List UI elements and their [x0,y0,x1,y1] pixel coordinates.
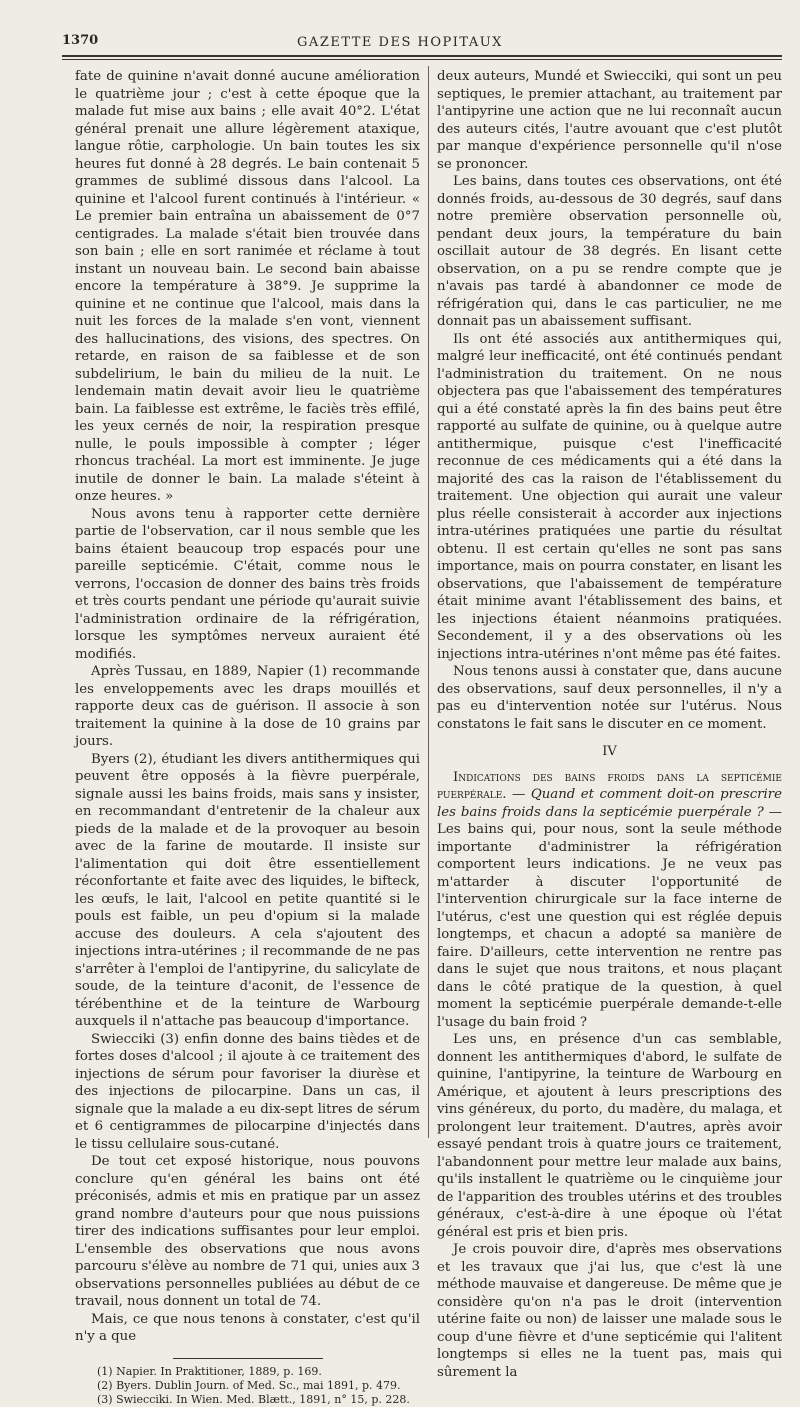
section-question: Quand et comment doit-on prescrire les bains froids dans la septicémie puerpérale ? [437,787,782,820]
paragraph: Après Tussau, en 1889, Napier (1) recommande les enveloppements avec les draps mouillés et rapporte deux cas de guérison. Il associe à son traitement la quinine à la dose de 10 grains par jours. [75,664,420,749]
section-number: IV [602,744,617,759]
paragraph: deux auteurs, Mundé et Swiecciki, qui sont un peu septiques, le premier attachant, au traitement par l'antipyrine une action que ne lui reconnaît aucun des auteurs cités, l'autre avouant que c'est plutôt par manque d'expérience personnelle qu'il n'ose se prononcer. [437,69,782,172]
footnotes [97,1365,420,1407]
paragraph: Swiecciki (3) enfin donne des bains tièdes et de fortes doses d'alcool ; il ajoute à ce traitement des injections de sérum pour favoriser la diurèse et des injections de pilocarpine. Dans un cas, il signale que la malade a eu dix-sept litres de sérum et 6 centigrammes de pilocarpine d'injectés dans le tissu cellulaire sous-cutané. [75,1031,420,1152]
footnote: (1) Napier. In Praktitioner, 1889, p. 169. [97,1364,322,1378]
section-heading: Indications des bains froids dans la septicémie puerpérale. [437,769,782,802]
paragraph: De tout cet exposé historique, nous pouvons conclure qu'en général les bains ont été préconisés, admis et mis en pratique par un assez grand nombre d'auteurs pour que nous puissions tirer des indications suffisantes pour leur emploi. L'ensemble des observations que nous avons parcouru s'élève au nombre de 71 qui, unies aux 3 observations personnelles publiées au début de ce travail, nous donnent un total de 74. [75,1154,420,1309]
column-divider [428,66,429,1138]
paragraph: Nous tenons aussi à constater que, dans aucune des observations, sauf deux personnelles, il n'y a pas eu d'intervention notée sur l'utérus. Nous constatons le fait sans le discuter en ce moment. [437,664,782,732]
right-column [437,68,782,1381]
footnote: (2) Byers. Dublin Journ. of Med. Sc., mai 1891, p. 479. [97,1378,401,1392]
left-column [75,68,420,1407]
page-number: 1370 [62,33,99,48]
section-intro: Indications des bains froids dans la septicémie puerpérale. — Quand et comment doit-on prescrire les bains froids dans la septicémie puerpérale ? — Les bains qui, pour nous, sont la seule méthode importante d'administrer la réfrigération comportent leurs indications. Je ne veux pas m'attarder à discuter l'opportunité de l'intervention chirurgicale sur la face interne de l'utérus, c'est une question qui est réglée depuis longtemps, et chacun a adopté sa manière de faire. D'ailleurs, cette intervention ne rentre pas dans le sujet que nous traitons, et nous plaçant dans le côté pratique de la question, à quel moment la septicémie puerpérale demande-t-elle l'usage du bain froid ? [437,769,782,1030]
paragraph: Mais, ce que nous tenons à constater, c'est qu'il n'y a que [75,1311,420,1344]
paragraph: fate de quinine n'avait donné aucune amélioration le quatrième jour ; c'est à cette époque que la malade fut mise aux bains ; elle avait 40°2. L'état général prenait une allure légèrement ataxique, langue rôtie, carphologie. Un bain toutes les six heures fut donné à 28 degrés. Le bain contenait 5 grammes de sublimé dissous dans l'alcool. La quinine et l'alcool furent continués à l'intérieur. « Le premier bain entraîna un abaissement de 0°7 centigrades. La malade s'était bien trouvée dans son bain ; elle en sort ranimée et réclame à tout instant un nouveau bain. Le second bain abaisse encore la température à 38°9. Je supprime la quinine et ne continue que l'alcool, mais dans la nuit les forces de la malade s'en vont, viennent des hallucinations, des visions, des spectres. On retarde, en raison de sa faiblesse et de son subdelirium, le bain du milieu de la nuit. Le lendemain matin devait avoir lieu le quatrième bain. La faiblesse est extrême, le faciès très effilé, les yeux cernés de noir, la respiration presque nulle, le pouls impossible à compter ; léger rhoncus trachéal. La mort est imminente. Je juge inutile de donner le bain. La malade s'éteint à onze heures. » [75,69,420,504]
section-text: Les bains qui, pour nous, sont la seule méthode importante d'administrer la réfrigération comportent leurs indications. Je ne veux pas m'attarder à discuter l'opportunité de l'intervention chirurgicale sur la face interne de l'utérus, c'est une question qui est réglée depuis longtemps, et chacun a adopté sa manière de faire. D'ailleurs, cette intervention ne rentre pas dans le sujet que nous traitons, et nous plaçant dans le côté pratique de la question, à quel moment la septicémie puerpérale demande-t-elle l'usage du bain froid ? [437,822,782,1030]
header-rule [62,55,782,57]
footnote: (3) Swiecciki. In Wien. Med. Blætt., 1891, n° 15, p. 228. [97,1392,410,1406]
footnote-rule [173,1358,323,1359]
paragraph: Les uns, en présence d'un cas semblable, donnent les antithermiques d'abord, le sulfate de quinine, l'antipyrine, la teinture de Warbourg en Amérique, et ajoutent à leurs prescriptions des vins généreux, du porto, du madère, du malaga, et prolongent leur traitement. D'autres, après avoir essayé pendant trois à quatre jours ce traitement, l'abandonnent pour mettre leur malade aux bains, qu'ils installent le quatrième ou le cinquième jour de l'apparition des troubles utérins et des troubles généraux, c'est-à-dire à une époque où l'état général est pris et bien pris. [437,1032,782,1240]
paragraph: Je crois pouvoir dire, d'après mes observations et les travaux que j'ai lus, que c'est là une méthode mauvaise et dangereuse. De même que je considère qu'on n'a pas le droit (intervention utérine faite ou non) de laisser une malade sous le coup d'une fièvre et d'une septicémie qui l'alitent longtemps si elles ne la tuent pas, mais qui sûrement la [437,1242,782,1380]
header-rule-thin [62,59,782,60]
paragraph: Les bains, dans toutes ces observations, ont été donnés froids, au-dessous de 30 degrés, sauf dans notre première observation personnelle où, pendant deux jours, la température du bain oscillait autour de 38 degrés. En lisant cette observation, on a pu se rendre compte que je n'avais pas tardé à abandonner ce mode de réfrigération qui, dans le cas particulier, ne me donnait pas un abaissement suffisant. [437,174,782,329]
paragraph: Nous avons tenu à rapporter cette dernière partie de l'observation, car il nous semble que les bains étaient beaucoup trop espacés pour une pareille septicémie. C'était, comme nous le verrons, l'occasion de donner des bains très froids et très courts pendant une période qu'aurait suivie l'administration ordinaire de la réfrigération, lorsque les symptômes nerveux auraient été modifiés. [75,506,420,662]
paragraph: Byers (2), étudiant les divers antithermiques qui peuvent être opposés à la fièvre puerpérale, signale aussi les bains froids, mais sans y insister, en recommandant d'entretenir de la chaleur aux pieds de la malade et de la provoquer au besoin avec de la farine de moutarde. Il insiste sur l'alimentation qui doit être essentiellement réconfortante et faite avec des liquides, le bifteck, les œufs, le lait, l'alcool en petite quantité si le pouls est faible, un peu d'opium si la malade accuse des douleurs. A cela s'ajoutent des injections intra-utérines ; il recommande de ne pas s'arrêter à l'emploi de l'antipyrine, du salicylate de soude, de la teinture d'aconit, de l'essence de térébenthine et de la teinture de Warbourg auxquels il n'attache pas beaucoup d'importance. [75,751,420,1029]
running-head: GAZETTE DES HOPITAUX [297,35,503,50]
paragraph: Ils ont été associés aux antithermiques qui, malgré leur inefficacité, ont été continués pendant l'administration du traitement. On ne nous objectera pas que l'abaissement des températures qui a été constaté après la fin des bains peut être rapporté au sulfate de quinine, ou à quelque autre antithermique, puisque c'est l'inefficacité reconnue de ces médicaments qui a été dans la majorité des cas la raison de l'établissement du traitement. Une objection qui aurait une valeur plus réelle consisterait à accorder aux injections intra-utérines pratiquées une partie du résultat obtenu. Il est certain qu'elles ne sont pas sans importance, mais on pourra constater, en lisant les observations, que l'abaissement de température était minime avant l'établissement des bains, et les injections étaient néanmoins pratiquées. Secondement, il y a des observations où les injections intra-utérines n'ont même pas été faites. [437,331,782,662]
